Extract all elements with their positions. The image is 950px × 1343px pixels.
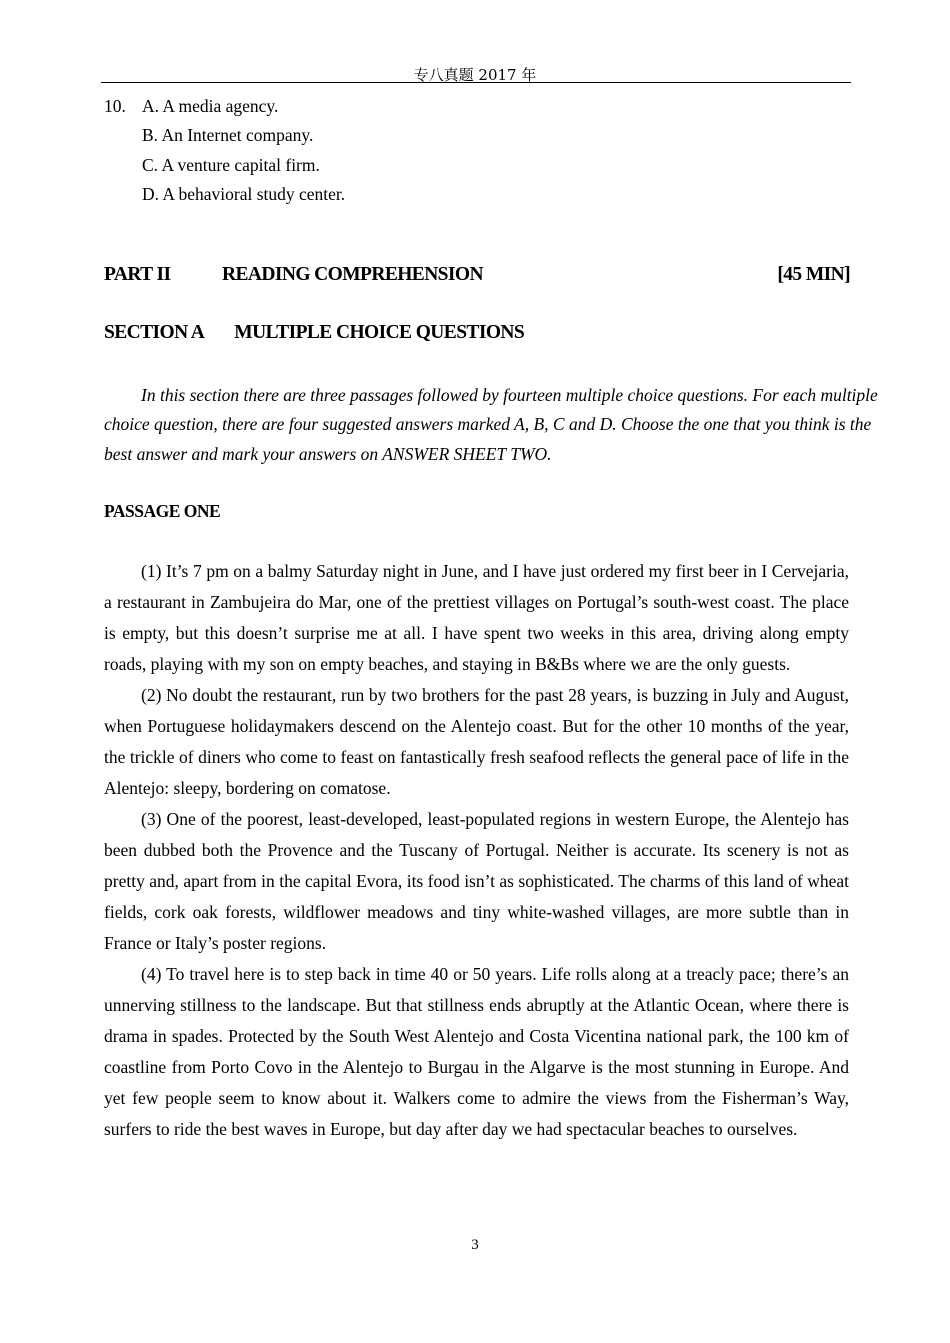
section-heading: [104, 322, 524, 344]
page-header-title: 专八真题 2017 年: [413, 66, 537, 84]
question-10: [104, 92, 345, 209]
passage-body: [104, 556, 849, 1145]
page-number: 3: [471, 1237, 479, 1253]
section-instructions: In this section there are three passages followed by fourteen multiple choice questions. For each multiple choice question, there are four suggested answers marked A, B, C and D. Choose the one that you think is the best answer and mark your answers on ANSWER SHEET TWO.: [104, 385, 878, 464]
paragraph-1: (1) It’s 7 pm on a balmy Saturday night in June, and I have just ordered my first beer in I Cervejaria, a restaurant in Zambujeira do Mar, one of the prettiest villages on Portugal’s south-west coast. The place is empty, but this doesn’t surprise me at all. I have spent two weeks in this area, driving along empty roads, playing with my son on empty beaches, and staying in B&Bs where we are the only guests.: [104, 561, 849, 674]
option-b: B. An Internet company.: [142, 125, 314, 146]
paragraph-3: (3) One of the poorest, least-developed, least-populated regions in western Europe, the Alentejo has been dubbed both the Provence and the Tuscany of Portugal. Neither is accurate. Its scenery is not as pretty and, apart from in the capital Evora, its food isn’t as sophisticated. The charms of this land of wheat fields, cork oak forests, wildflower meadows and tiny white-washed villages, are more subtle than in France or Italy’s poster regions.: [104, 809, 849, 953]
section-title: MULTIPLE CHOICE QUESTIONS: [234, 322, 525, 343]
part-id: PART II: [104, 264, 171, 285]
option-c: C. A venture capital firm.: [142, 154, 320, 175]
section-id: SECTION A: [104, 322, 205, 343]
header-divider: [101, 82, 851, 83]
question-options: [142, 92, 345, 209]
question-number: 10.: [104, 96, 126, 116]
paragraph-4: (4) To travel here is to step back in time 40 or 50 years. Life rolls along at a treacly pace; there’s an unnerving stillness to the landscape. But that stillness ends abruptly at the Atlantic Ocean, where there is drama in spades. Protected by the South West Alentejo and Costa Vicentina national park, the 100 km of coastline from Porto Covo in the Alentejo to Burgau in the Algarve is the most stunning in Europe. And yet few people seem to know about it. Walkers come to admire the views from the Fisherman’s Way, surfers to ride the best waves in Europe, but day after day we had spectacular beaches to ourselves.: [104, 964, 849, 1139]
option-d: D. A behavioral study center.: [142, 183, 346, 204]
paragraph-2: (2) No doubt the restaurant, run by two brothers for the past 28 years, is buzzing in July and August, when Portuguese holidaymakers descend on the Alentejo coast. But for the other 10 months of the year, the trickle of diners who come to feast on fantastically fresh seafood reflects the general pace of life in the Alentejo: sleepy, bordering on comatose.: [104, 685, 849, 798]
part-time-limit: [45 MIN]: [777, 264, 850, 285]
part-title: READING COMPREHENSION: [222, 264, 483, 285]
option-a: A. A media agency.: [142, 96, 279, 116]
passage-title: PASSAGE ONE: [104, 501, 221, 521]
